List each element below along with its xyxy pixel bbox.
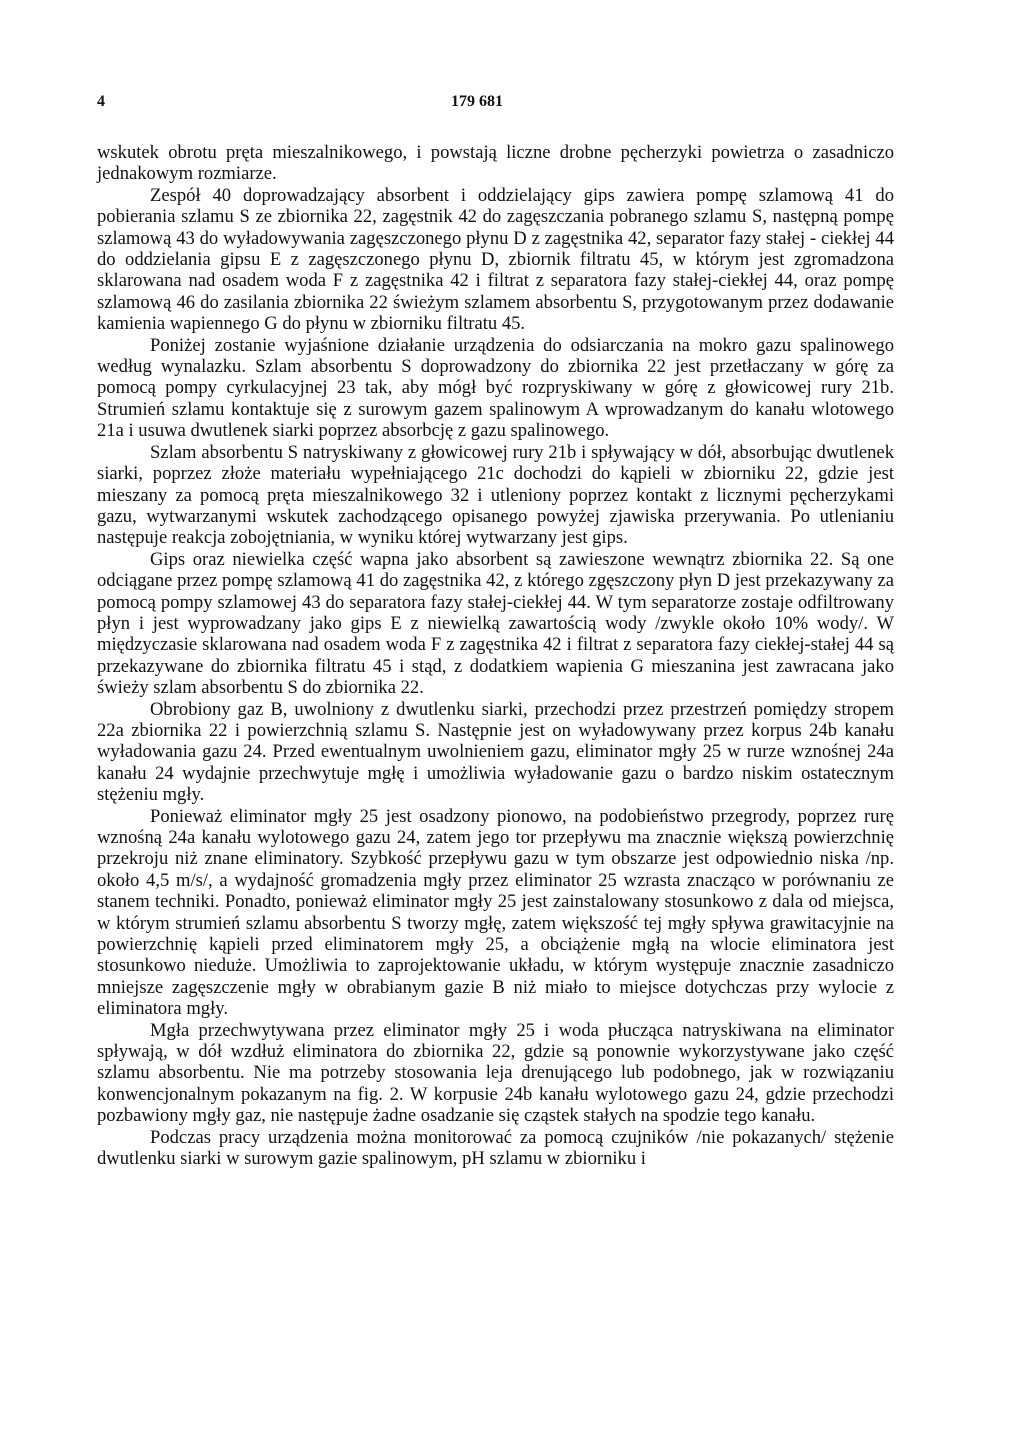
paragraph: Podczas pracy urządzenia można monitorować za pomocą czujników /nie pokazanych/ stężenie dwutlenku siarki w surowym gazie spalinowym, pH szlamu w zbiorniku i [97,1126,894,1170]
paragraph: Szlam absorbentu S natryskiwany z głowicowej rury 21b i spływający w dół, absorbując dwutlenek siarki, poprzez złoże materiału wypełniającego 21c dochodzi do kąpieli w zbiorniku 22, gdzie jest mieszany za pomocą pręta mieszalnikowego 32 i utleniony poprzez kontakt z licznymi pęcherzykami gazu, wytwarzanymi wskutek zachodzącego opisanego powyżej zjawiska przerywania. Po utlenianiu następuje reakcja zobojętniania, w wyniku której wytwarzany jest gips. [97,441,894,549]
page-header [97,93,894,117]
paragraph: Obrobiony gaz B, uwolniony z dwutlenku siarki, przechodzi przez przestrzeń pomiędzy stropem 22a zbiornika 22 i powierzchnią szlamu S. Następnie jest on wyładowywany przez korpus 24b kanału wyładowania gazu 24. Przed ewentualnym uwolnieniem gazu, eliminator mgły 25 w rurze wznośnej 24a kanału 24 wydajnie przechwytuje mgłę i umożliwia wyładowanie gazu o bardzo niskim ostatecznym stężeniu mgły. [97,698,894,806]
paragraph: Zespół 40 doprowadzający absorbent i oddzielający gips zawiera pompę szlamową 41 do pobierania szlamu S ze zbiornika 22, zagęstnik 42 do zagęszczania pobranego szlamu S, następną pompę szlamową 43 do wyładowywania zagęszczonego płynu D z zagęstnika 42, separator fazy stałej - ciekłej 44 do oddzielania gipsu E z zagęszczonego płynu D, zbiornik filtratu 45, w którym jest zgromadzona sklarowana nad osadem woda F z zagęstnika 42 i filtrat z separatora fazy stałej-ciekłej 44, oraz pompę szlamową 46 do zasilania zbiornika 22 świeżym szlamem absorbentu S, przygotowanym przez dodawanie kamienia wapiennego G do płynu w zbiorniku filtratu 45. [97,184,894,335]
paragraph: Gips oraz niewielka część wapna jako absorbent są zawieszone wewnątrz zbiornika 22. Są one odciągane przez pompę szlamową 41 do zagęstnika 42, z którego zgęszczony płyn D jest przekazywany za pomocą pompy szlamowej 43 do separatora fazy stałej-ciekłej 44. W tym separatorze zostaje odfiltrowany płyn i jest wyprowadzany jako gips E z niewielką zawartością wody /zwykle około 10% wody/. W międzyczasie sklarowana nad osadem woda F z zagęstnika 42 i filtrat z separatora fazy ciekłej-stałej 44 są przekazywane do zbiornika filtratu 45 i stąd, z dodatkiem wapienia G mieszanina jest zawracana jako świeży szlam absorbentu S do zbiornika 22. [97,548,894,699]
paragraph: Poniżej zostanie wyjaśnione działanie urządzenia do odsiarczania na mokro gazu spalinowego według wynalazku. Szlam absorbentu S doprowadzony do zbiornika 22 jest przetłaczany w górę za pomocą pompy cyrkulacyjnej 23 tak, aby mógł być rozpryskiwany w górę z głowicowej rury 21b. Strumień szlamu kontaktuje się z surowym gazem spalinowym A wprowadzanym do kanału wlotowego 21a i usuwa dwutlenek siarki poprzez absorbcję z gazu spalinowego. [97,334,894,442]
paragraph: Mgła przechwytywana przez eliminator mgły 25 i woda płucząca natryskiwana na eliminator spływają, w dół wzdłuż eliminatora do zbiornika 22, gdzie są ponownie wykorzystywane jako część szlamu absorbentu. Nie ma potrzeby stosowania leja drenującego lub podobnego, jak w rozwiązaniu konwencjonalnym pokazanym na fig. 2. W korpusie 24b kanału wylotowego gazu 24, gdzie przechodzi pozbawiony mgły gaz, nie następuje żadne osadzanie się cząstek stałych na spodzie tego kanału. [97,1019,894,1127]
paragraph: Ponieważ eliminator mgły 25 jest osadzony pionowo, na podobieństwo przegrody, poprzez rurę wznośną 24a kanału wylotowego gazu 24, zatem jego tor przepływu ma znacznie większą powierzchnię przekroju niż znane eliminatory. Szybkość przepływu gazu w tym obszarze jest odpowiednio niska /np. około 4,5 m/s/, a wydajność gromadzenia mgły przez eliminator 25 wzrasta znacząco w porównaniu ze stanem techniki. Ponadto, ponieważ eliminator mgły 25 jest zainstalowany stosunkowo z dala od miejsca, w którym strumień szlamu absorbentu S tworzy mgłę, zatem większość tej mgły spływa grawitacyjnie na powierzchnię kąpieli przed eliminatorem mgły 25, a obciążenie mgłą na wlocie eliminatora jest stosunkowo nieduże. Umożliwia to zaprojektowanie układu, w którym występuje znacznie zasadniczo mniejsze zagęszczenie mgły w obrabianym gazie B niż miało to miejsce dotychczas przy wylocie z eliminatora mgły. [97,805,894,1020]
page-number: 4 [97,93,105,110]
document-body [97,142,894,1170]
patent-number: 179 681 [451,93,503,110]
paragraph: wskutek obrotu pręta mieszalnikowego, i powstają liczne drobne pęcherzyki powietrza o zasadniczo jednakowym rozmiarze. [97,142,894,185]
